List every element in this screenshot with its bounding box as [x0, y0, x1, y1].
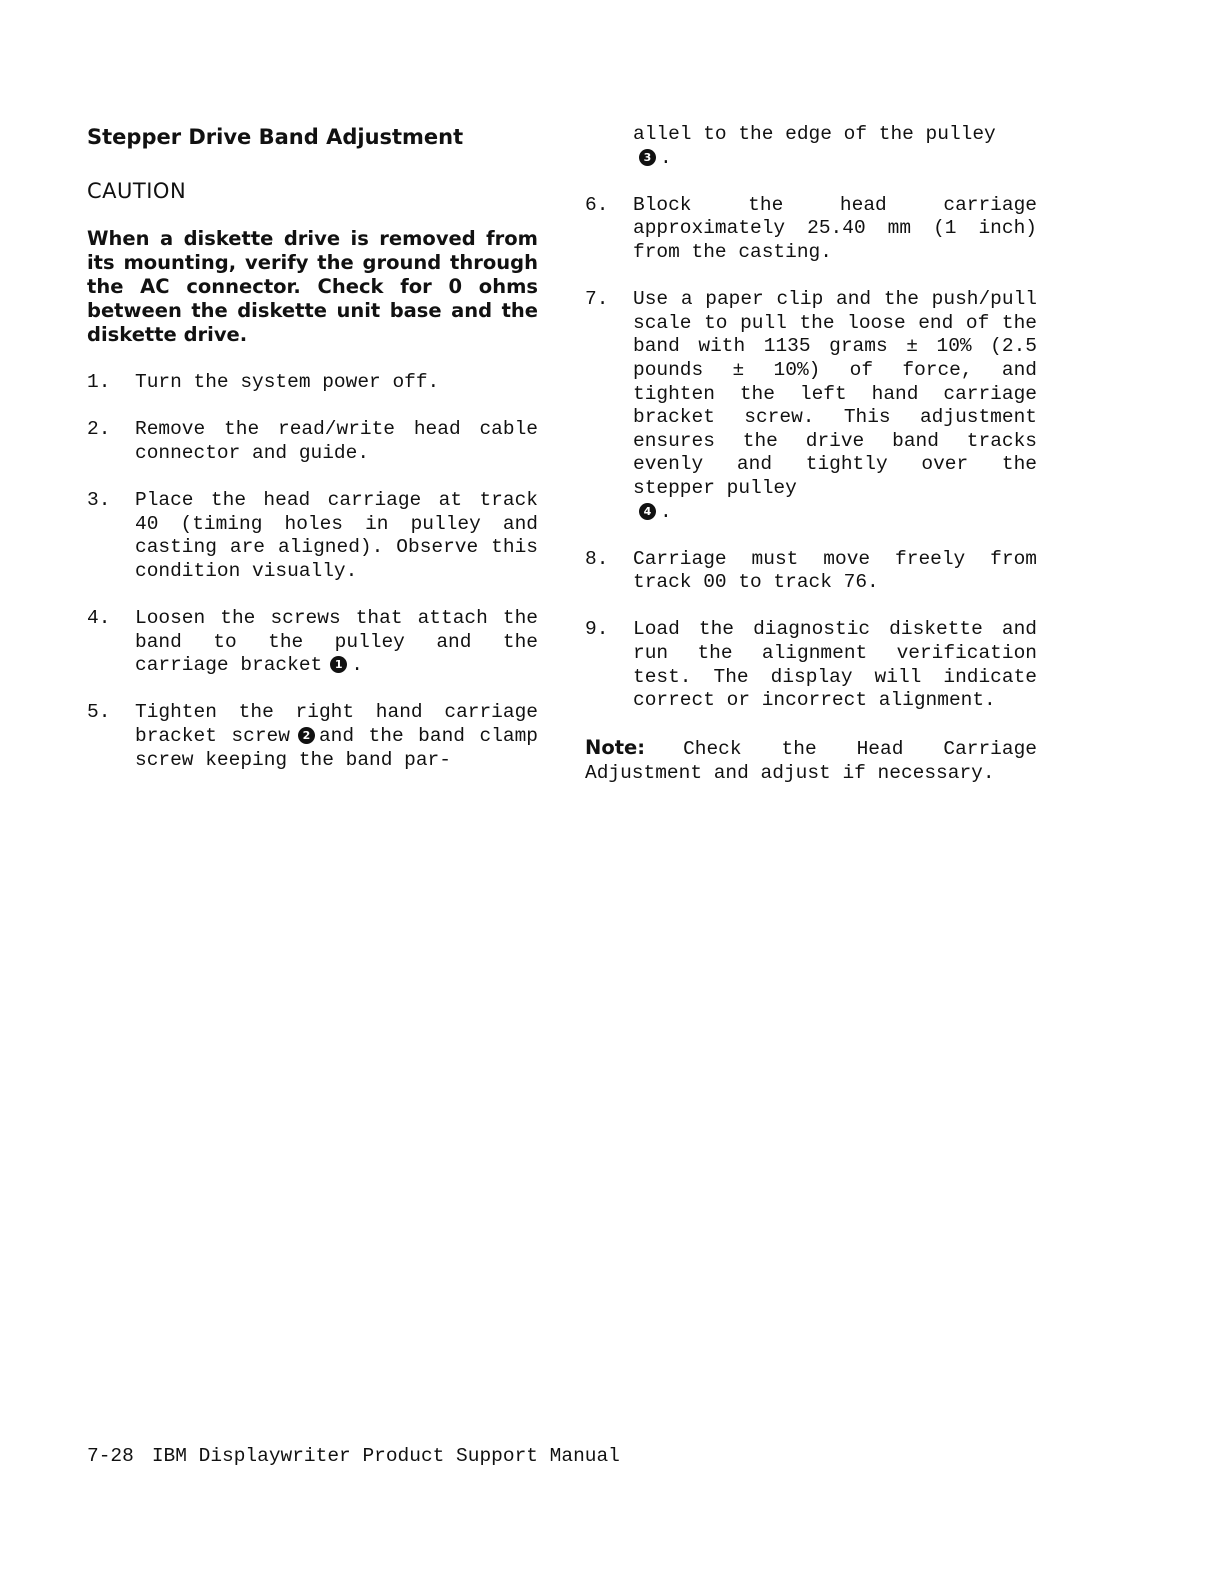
step-text: Turn the system power off. [135, 371, 440, 393]
step-number: 8. [585, 547, 609, 570]
step-text [135, 607, 538, 678]
step-4-text: Loosen the screws that attach the band to the pulley and the carriage bracket [135, 606, 538, 677]
step-text: Block the head carriage approximately 25.40 mm (1 inch) from the casting. [633, 193, 1037, 263]
step-7 [585, 288, 1037, 524]
step-6 [585, 194, 1037, 265]
callout-1-icon: 1 [330, 656, 347, 673]
left-column [87, 123, 538, 796]
note-text: Check the Head Carriage Adjustment and adjust if necessary. [585, 738, 1037, 785]
step-text: Remove the read/write head cable connector and guide. [135, 418, 538, 464]
step-3 [87, 489, 538, 583]
note-label: Note: [585, 736, 646, 760]
caution-text: When a diskette drive is removed from its mounting, verify the ground through the AC connector. Check for 0 ohms between the diskette unit base and the diskette drive. [87, 227, 538, 346]
step-2 [87, 418, 538, 465]
step-number: 7. [585, 288, 609, 311]
step-5-continuation [633, 123, 1037, 170]
step-5-text-c: allel to the edge of the pulley [633, 123, 996, 145]
step-text [633, 288, 1037, 524]
step-7-text: Use a paper clip and the push/pull scale to pull the loose end of the band with 1135 grams ± 10% (2.5 pounds ± 10%) of force, and tighten the left hand carriage bracket screw. This adjustment ensures the drive band tracks evenly and tightly over the stepper pulley [633, 288, 1037, 499]
page-footer [87, 1445, 620, 1467]
step-1 [87, 371, 538, 395]
step-number: 9. [585, 618, 609, 641]
section-title: Stepper Drive Band Adjustment [87, 125, 464, 149]
step-text: Carriage must move freely from track 00 to track 76. [633, 547, 1037, 594]
callout-3-icon: 3 [639, 149, 656, 166]
step-number: 6. [585, 193, 609, 216]
step-5-text-a: Tighten the right hand carriage bracket screw [135, 701, 538, 747]
step-text [135, 701, 538, 772]
step-number: 5. [87, 701, 111, 724]
step-number: 2. [87, 418, 111, 441]
period: . [660, 500, 672, 523]
step-text: Load the diagnostic diskette and run the alignment verification test. The display will indicate correct or incorrect alignment. [633, 618, 1037, 712]
step-number: 1. [87, 371, 111, 393]
step-number: 4. [87, 606, 111, 629]
step-5 [87, 701, 538, 772]
step-9 [585, 618, 1037, 712]
manual-title: IBM Displaywriter Product Support Manual [151, 1445, 620, 1467]
step-8 [585, 548, 1037, 595]
step-4 [87, 607, 538, 678]
right-column [585, 123, 1037, 786]
step-number: 3. [87, 488, 111, 511]
caution-heading: CAUTION [87, 179, 187, 203]
callout-4-icon: 4 [639, 503, 656, 520]
callout-2-icon: 2 [298, 727, 315, 744]
page-number: 7-28 [87, 1445, 134, 1467]
note [585, 736, 1037, 785]
step-text: Place the head carriage at track 40 (timing holes in pulley and casting are aligned). Observe this condition visually. [135, 488, 538, 582]
step-5-text-b: and the band clamp screw keeping the band par- [135, 724, 538, 771]
period: . [660, 146, 672, 169]
period: . [351, 654, 363, 677]
